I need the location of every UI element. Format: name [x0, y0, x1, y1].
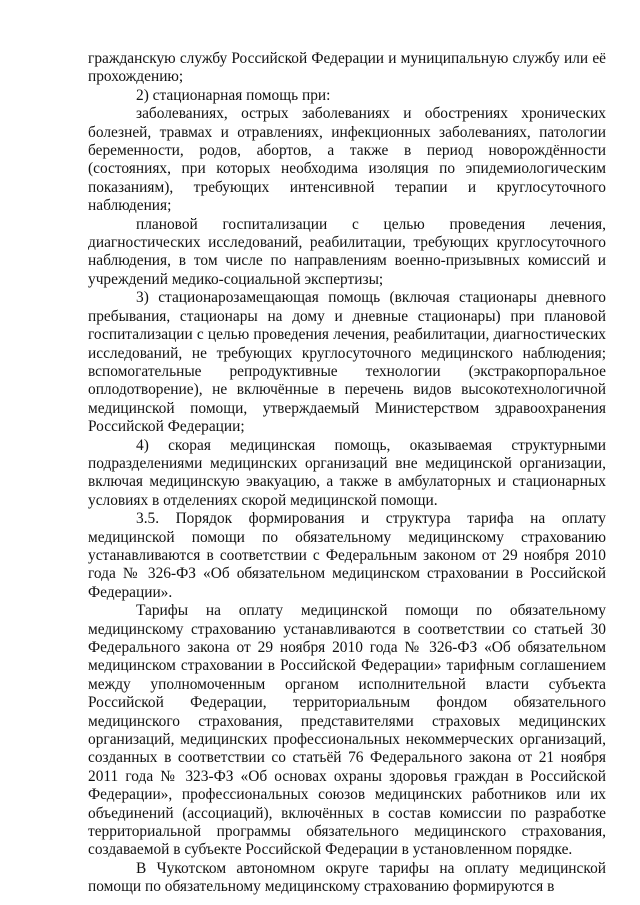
paragraph-planned-hospitalization: плановой госпитализации с целью проведения лечения, диагностических исследований, реабилитации, требующих круглосуточного наблюдения, в том числе по направлениям военно-призывных комиссий и учреждений медико-социальной экспертизы; — [88, 215, 606, 288]
paragraph-tariff-agreement: Тарифы на оплату медицинской помощи по обязательному медицинскому страхованию устанавливаются в соответствии со статьей 30 Федерального закона от 29 ноября 2010 года № 326-ФЗ «Об обязательном медицинском страховании в Российской Федерации» тарифным соглашением между уполномоченным органом исполнительной власти субъекта Российской Федерации, территориальным фондом обязательного медицинского страхования, представителями страховых медицинских организаций, медицинских профессиональных некоммерческих организаций, созданных в соответствии со статьёй 76 Федерального закона от 21 ноября 2011 года № 323-ФЗ «Об основах охраны здоровья граждан в Российской Федерации», профессиональных союзов медицинских работников или их объединений (ассоциаций), включённых в состав комиссии по разработке территориальной программы обязательного медицинского страхования, создаваемой в субъекте Российской Федерации в установленном порядке. — [88, 602, 606, 859]
paragraph-diseases: заболеваниях, острых заболеваниях и обострениях хронических болезней, травмах и отравлениях, инфекционных заболеваниях, патологии беременности, родов, абортов, а также в период новорождённости (состояниях, при которых необходима изоляция по эпидемиологическим показаниям), требующих интенсивной терапии и круглосуточного наблюдения; — [88, 105, 606, 215]
paragraph-chukotka-tariffs: В Чукотском автономном округе тарифы на оплату медицинской помощи по обязательному медицинскому страхованию формируются в — [88, 859, 606, 896]
paragraph-day-hospital-care: 3) стационарозамещающая помощь (включая стационары дневного пребывания, стационары на дому и дневные стационары) при плановой госпитализации с целью проведения лечения, реабилитации, диагностических исследований, не требующих круглосуточного медицинского наблюдения; вспомогательные репродуктивные технологии (экстракорпоральное оплодотворение), не включённые в перечень видов высокотехнологичной медицинской помощи, утверждаемый Министерством здравоохранения Российской Федерации; — [88, 289, 606, 436]
paragraph-emergency-care: 4) скорая медицинская помощь, оказываемая структурными подразделениями медицинских организаций вне медицинской организации, включая медицинскую эвакуацию, а также в амбулаторных и стационарных условиях в отделениях скорой медицинской помощи. — [88, 436, 606, 509]
paragraph-tariff-order: 3.5. Порядок формирования и структура тарифа на оплату медицинской помощи по обязательному медицинскому страхованию устанавливаются в соответствии с Федеральным законом от 29 ноября 2010 года № 326-ФЗ «Об обязательном медицинском страховании в Российской Федерации». — [88, 510, 606, 601]
paragraph-stationary-care-heading: 2) стационарная помощь при: — [136, 86, 331, 104]
paragraph-continuation: гражданскую службу Российской Федерации и муниципальную службу или её прохождению; — [88, 50, 606, 86]
document-page — [88, 50, 606, 897]
